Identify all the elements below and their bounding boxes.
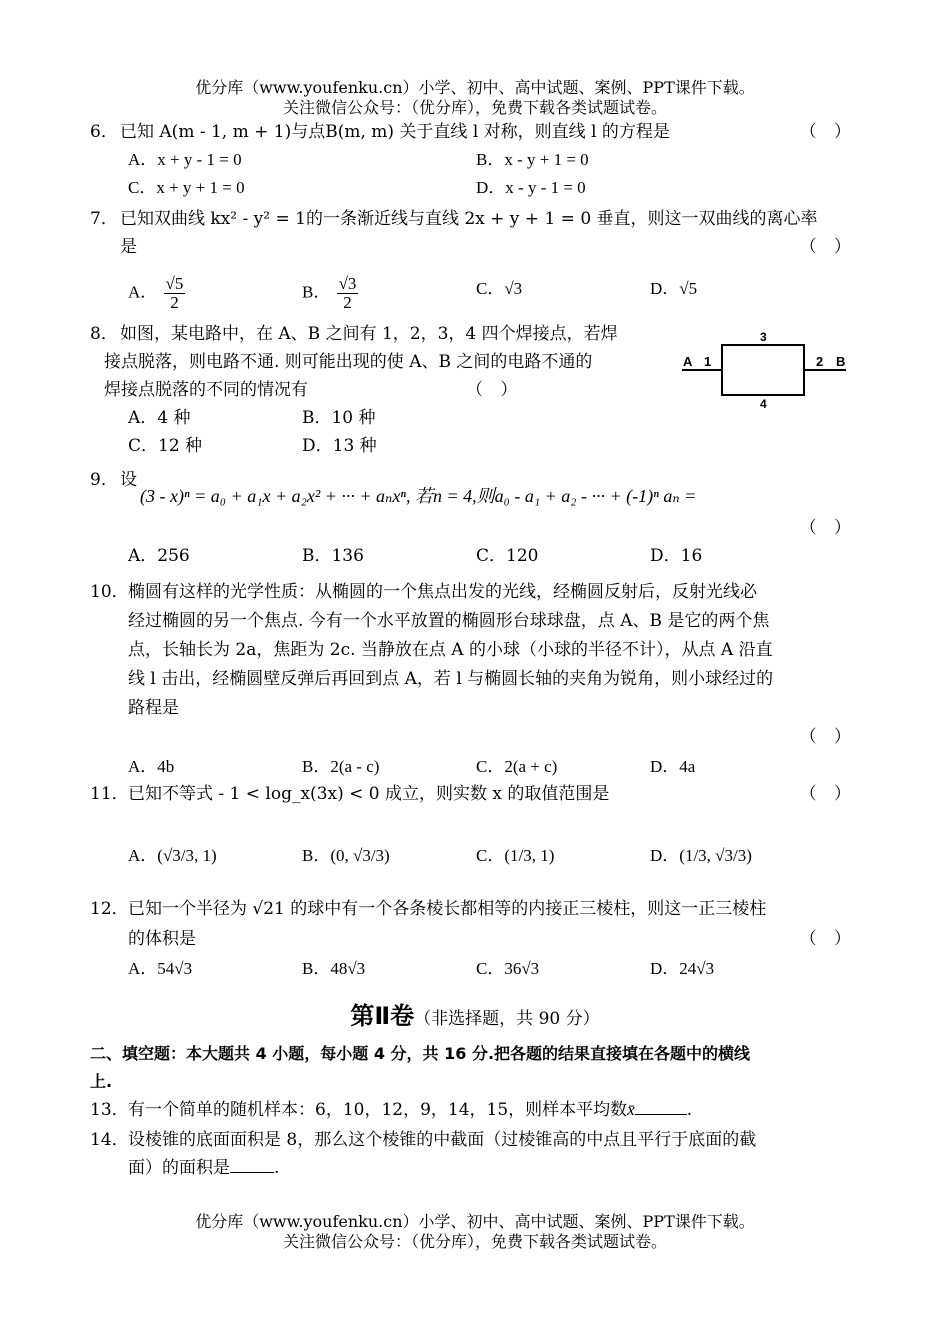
node-2: 2 [816,354,824,369]
question-number: 8． [90,324,118,344]
option-a: A．x + y - 1 = 0 [128,150,242,169]
node-4: 4 [760,397,767,410]
question-text: 已知 A(m - 1, m + 1)与点B(m, m) 关于直线 l 对称，则直线 l 的方程是 [120,122,670,142]
question-number: 11． [90,784,129,804]
circuit-loop [722,345,804,395]
question-6 [90,118,865,202]
header-line-1: 优分库（www.youfenku.cn）小学、初中、高中试题、案例、PPT课件下载。 [195,78,755,97]
question-text: 如图，某电路中，在 A、B 之间有 1，2，3，4 四个焊接点，若焊 [120,324,618,344]
answer-bracket: （ ） [799,929,857,949]
option-b: B． $\frac{√3}{2}$ [302,274,357,312]
option-a: A．4 种 [128,408,191,428]
question-text-cont: 的体积是 [128,929,196,949]
footer-line-1: 优分库（www.youfenku.cn）小学、初中、高中试题、案例、PPT课件下载。 [195,1212,755,1231]
question-text: 已知双曲线 kx² - y² = 1的一条渐近线与直线 2x + y + 1 = 0 垂直，则这一双曲线的离心率 [120,209,818,229]
option-d: D．x - y - 1 = 0 [476,178,586,197]
question-lead: 设 [120,470,137,490]
question-text-cont: 点，长轴长为 2a，焦距为 2c. 当静放在点 A 的小球（小球的半径不计），从点 A 沿直 [128,640,773,660]
question-number: 7． [90,209,118,229]
question-number: 13． [90,1100,129,1120]
option-a: A．4b [128,757,175,776]
node-1: 1 [704,354,712,369]
frac-den: 2 [343,293,352,312]
question-text-cont: 面）的面积是 . [128,1158,280,1178]
option-a: A．256 [128,546,190,566]
option-c: C．120 [476,546,539,566]
option-c: C．12 种 [128,436,203,456]
question-text-cont: 接点脱落，则电路不通. 则可能出现的使 A、B 之间的电路不通的 [104,352,593,372]
section-title [0,996,950,1031]
option-c: C．(1/3, 1) [476,846,555,865]
answer-blank[interactable] [635,1098,687,1115]
fill-in-heading [90,1040,865,1096]
option-d: D．4a [650,757,696,776]
option-d: D．24√3 [650,959,715,978]
question-formula: (3 - x)ⁿ = a₀ + a₁x + a₂x² + ··· + aₙxⁿ, 若n = 4,则a₀ - a₁ + a₂ - ··· + (-1)ⁿ aₙ = [140,486,697,506]
footer-line-2: 关注微信公众号：（优分库），免费下载各类试题试卷。 [282,1232,667,1251]
page-footer [0,1212,950,1252]
question-text-cont: 经过椭圆的另一个焦点. 今有一个水平放置的椭圆形台球球盘，点 A、B 是它的两个焦 [128,611,770,631]
page-header [0,78,950,118]
label-b: B [836,354,846,369]
answer-bracket: （ ） [799,122,857,142]
question-text-cont: 焊接点脱落的不同的情况有 [104,380,308,400]
answer-blank[interactable] [230,1156,274,1173]
question-number: 9． [90,470,118,490]
question-12 [90,894,865,984]
question-number: 10． [90,582,129,602]
section-subtitle: （非选择题，共 90 分） [414,1009,600,1029]
answer-bracket: （ ） [799,237,857,257]
question-7 [90,205,865,317]
section-title-main: 第Ⅱ卷 [350,1002,415,1030]
frac-num: √3 [338,274,357,293]
option-a: A．54√3 [128,959,193,978]
header-line-2: 关注微信公众号：（优分库），免费下载各类试题试卷。 [282,98,667,117]
option-d: D．16 [650,546,703,566]
option-b: B．10 种 [302,408,376,428]
question-text: 椭圆有这样的光学性质：从椭圆的一个焦点出发的光线，经椭圆反射后，反射光线必 [128,582,757,602]
option-c: C．36√3 [476,959,540,978]
option-c: C．2(a + c) [476,757,558,776]
question-text: 已知不等式 - 1 < log_x(3x) < 0 成立，则实数 x 的取值范围是 [128,784,610,804]
mean-symbol: x̄ [627,1100,635,1119]
question-number: 14． [90,1130,129,1150]
question-text-cont: 线 l 击出，经椭圆壁反弹后再回到点 A，若 l 与椭圆长轴的夹角为锐角，则小球经过的 [128,669,774,689]
answer-bracket: （ ） [799,784,857,804]
answer-bracket: （ ） [799,518,857,538]
label-a: A [683,354,693,369]
question-number: 6． [90,122,118,142]
heading-line-2: 上. [90,1072,113,1091]
frac-num: √5 [165,274,184,293]
option-d: D．13 种 [302,436,377,456]
question-14 [90,1126,865,1182]
question-text: 设棱锥的底面面积是 8，那么这个棱锥的中截面（过棱锥高的中点且平行于底面的截 [128,1130,757,1150]
question-number: 12． [90,899,129,919]
circuit-diagram [680,330,850,410]
option-c: C．√3 [476,279,523,298]
question-13 [90,1096,865,1124]
option-b: B．(0, √3/3) [302,846,390,865]
option-a: A． $\frac{√5}{2}$ [128,274,184,312]
question-9 [90,466,865,570]
option-b: B．2(a - c) [302,757,380,776]
option-d: D．√5 [650,279,698,298]
frac-den: 2 [170,293,179,312]
option-b: B．136 [302,546,364,566]
option-c: C．x + y + 1 = 0 [128,178,245,197]
option-d: D．(1/3, √3/3) [650,846,752,865]
question-text: 已知一个半径为 √21 的球中有一个各条棱长都相等的内接正三棱柱，则这一正三棱柱 [128,899,767,919]
answer-bracket: （ ） [466,380,524,400]
option-b: B．48√3 [302,959,366,978]
answer-bracket: （ ） [799,727,857,747]
question-8 [90,320,680,460]
question-text-cont: 是 [120,237,137,257]
option-a: A．(√3/3, 1) [128,846,217,865]
heading-line-1: 二、填空题：本大题共 4 小题，每小题 4 分，共 16 分.把各题的结果直接填在各题中的横线 [90,1044,751,1063]
node-3: 3 [760,330,767,344]
option-b: B．x - y + 1 = 0 [476,150,589,169]
question-text: 有一个简单的随机样本：6，10，12，9，14，15，则样本平均数x̄ . [128,1100,693,1120]
question-text-cont: 路程是 [128,698,179,718]
question-11 [90,780,865,866]
question-10 [90,578,865,781]
